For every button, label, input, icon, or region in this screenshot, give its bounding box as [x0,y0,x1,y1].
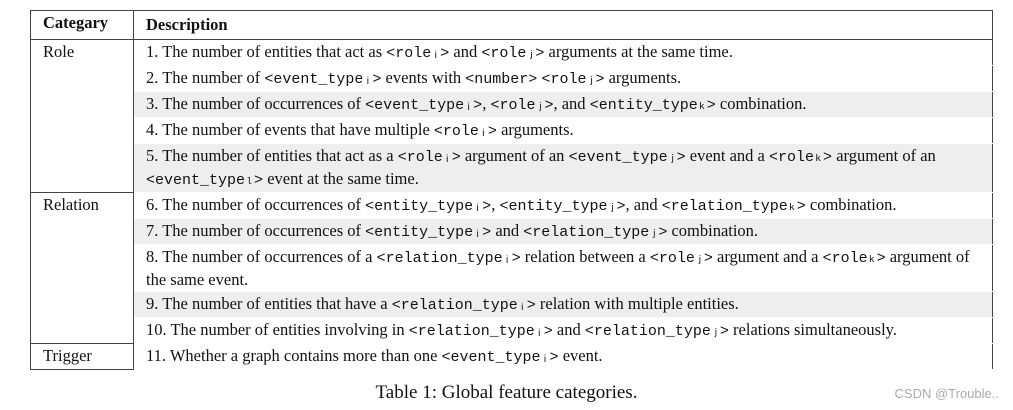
placeholder-token: <event_typeₗ> [146,172,264,189]
category-cell [31,245,134,292]
description-cell: 4. The number of events that have multiple <roleᵢ> arguments. [134,118,993,144]
placeholder-token: <roleᵢ> [386,45,450,62]
placeholder-token: <relation_typeᵢ> [376,250,521,267]
placeholder-token: <roleⱼ> [490,97,554,114]
placeholder-token: <relation_typeᵢ> [391,297,536,314]
placeholder-token: <relation_typeᵢ> [408,323,553,340]
header-description: Description [134,11,993,40]
placeholder-token: <roleⱼ> [481,45,545,62]
category-cell [31,219,134,245]
category-cell [31,144,134,193]
placeholder-token: <relation_typeₖ> [661,198,806,215]
description-cell: 7. The number of occurrences of <entity_typeᵢ> and <relation_typeⱼ> combination. [134,219,993,245]
placeholder-token: <relation_typeⱼ> [584,323,729,340]
table-body [31,40,993,370]
placeholder-token: <roleₖ> [822,250,886,267]
placeholder-token: <entity_typeᵢ> [365,198,492,215]
table-row [31,40,993,66]
placeholder-token: <entity_typeⱼ> [499,198,626,215]
description-cell: 1. The number of entities that act as <roleᵢ> and <roleⱼ> arguments at the same time. [134,40,993,66]
description-cell: 3. The number of occurrences of <event_typeᵢ>, <roleⱼ>, and <entity_typeₖ> combination. [134,92,993,118]
table-row [31,292,993,318]
placeholder-token: <roleⱼ> [649,250,713,267]
placeholder-token: <event_typeᵢ> [441,349,559,366]
category-cell: Role [31,40,134,66]
placeholder-token: <relation_typeⱼ> [523,224,668,241]
table-row [31,245,993,292]
table-row [31,92,993,118]
category-cell [31,92,134,118]
watermark: CSDN @Trouble.. [894,386,999,401]
placeholder-token: <roleⱼ> [541,71,605,88]
placeholder-token: <roleₖ> [769,149,833,166]
table-row [31,118,993,144]
feature-table [30,10,993,370]
description-cell: 9. The number of entities that have a <relation_typeᵢ> relation with multiple entities. [134,292,993,318]
table-caption: Table 1: Global feature categories. [375,382,638,403]
table-row [31,344,993,370]
table-row [31,318,993,344]
description-cell: 10. The number of entities involving in <relation_typeᵢ> and <relation_typeⱼ> relations simultaneously. [134,318,993,344]
header-category: Categary [31,11,134,40]
description-cell: 8. The number of occurrences of a <relation_typeᵢ> relation between a <roleⱼ> argument and a <roleₖ> argument of the same event. [134,245,993,292]
description-cell: 6. The number of occurrences of <entity_typeᵢ>, <entity_typeⱼ>, and <relation_typeₖ> combination. [134,193,993,219]
description-cell: 2. The number of <event_typeᵢ> events with <number> <roleⱼ> arguments. [134,66,993,92]
placeholder-token: <number> [465,71,538,88]
category-cell [31,118,134,144]
table-row [31,193,993,219]
category-cell: Trigger [31,344,134,370]
category-cell [31,292,134,318]
table-row [31,66,993,92]
category-cell: Relation [31,193,134,219]
description-cell: 5. The number of entities that act as a <roleᵢ> argument of an <event_typeⱼ> event and a <roleₖ> argument of an <event_typeₗ> event at the same time. [134,144,993,193]
table-header-row [31,11,993,40]
placeholder-token: <entity_typeₖ> [589,97,716,114]
placeholder-token: <event_typeⱼ> [568,149,686,166]
placeholder-token: <entity_typeᵢ> [365,224,492,241]
placeholder-token: <roleᵢ> [397,149,461,166]
table-row [31,219,993,245]
description-cell: 11. Whether a graph contains more than one <event_typeᵢ> event. [134,344,993,370]
category-cell [31,66,134,92]
placeholder-token: <event_typeᵢ> [365,97,483,114]
placeholder-token: <roleᵢ> [433,123,497,140]
category-cell [31,318,134,344]
placeholder-token: <event_typeᵢ> [264,71,382,88]
table-row [31,144,993,193]
